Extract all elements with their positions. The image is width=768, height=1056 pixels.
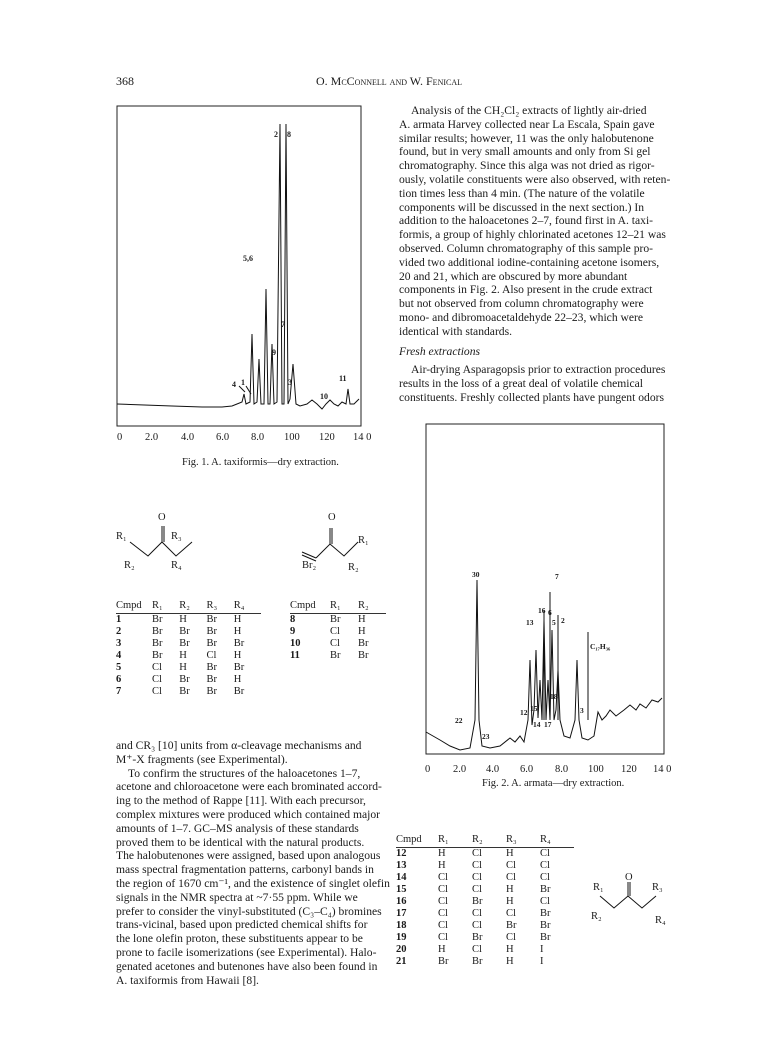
substituent-cell: H [506, 884, 514, 895]
substituent-cell: Cl [506, 908, 516, 919]
compound-number: 1 [116, 614, 122, 625]
substituent-cell: Br [330, 650, 341, 661]
text-line: proved them to be identical with the natural products. [116, 835, 365, 849]
r2-label: R₂ [348, 562, 359, 573]
substituent-cell: Br [358, 638, 369, 649]
substituent-cell: Cl [438, 884, 448, 895]
substituent-cell: H [506, 848, 514, 859]
peak-label: 13 [526, 618, 534, 627]
tick-label: 4.0 [486, 764, 500, 775]
oxygen-label: O [158, 512, 166, 523]
substituent-cell: Cl [438, 872, 448, 883]
substituent-cell: Cl [540, 872, 550, 883]
text-line: acetone and chloroacetone were each brominated accord- [116, 780, 382, 794]
tick-label: 2.0 [145, 432, 159, 443]
text-line: addition to the haloacetones 2–7, found first in A. taxi- [399, 214, 654, 228]
substituent-cell: Br [152, 638, 163, 649]
substituent-cell: Cl [206, 650, 217, 661]
substituent-cell: H [233, 674, 242, 685]
oxygen-label: O [328, 512, 336, 523]
r3-label: R₃ [652, 882, 663, 893]
compound-number: 17 [396, 908, 407, 919]
substituent-cell: Br [540, 884, 551, 895]
tick-label: 100 [284, 432, 300, 443]
text-line: Air-drying Asparagopsis prior to extraction procedures [411, 363, 666, 376]
text-line: mass spectral fragmentation patterns, carbonyl bands in [116, 863, 374, 877]
text-line: complex mixtures were produced which contained major [116, 807, 380, 821]
substituent-cell: Cl [438, 932, 448, 943]
column-header: Cmpd [396, 832, 438, 848]
table-row [396, 944, 574, 956]
text-line: Analysis of the CH₂Cl₂ extracts of lightly air-dried [411, 104, 647, 117]
text-line: components in Fig. 2. Also present in the crude extract [399, 283, 653, 297]
confirmation-paragraph [116, 739, 388, 987]
substituent-cell: H [233, 650, 242, 661]
peak-label: 16 [538, 606, 546, 615]
table-body [116, 614, 261, 699]
column-header: R₁ [438, 832, 472, 848]
column-header: R₂ [179, 598, 206, 614]
text-line: signals in the NMR spectra at ~7·55 ppm. While we [116, 890, 358, 904]
compound-number: 15 [396, 884, 407, 895]
substituent-cell: Cl [472, 944, 482, 955]
text-line: M⁺-X fragments (see Experimental). [116, 752, 288, 766]
text-line: prefer to consider the vinyl-substituted (C₃–C₄) bromines [116, 904, 382, 918]
r4-label: R₄ [655, 915, 666, 926]
tick-label: 14 0 [653, 764, 672, 775]
substituent-cell: Cl [472, 860, 482, 871]
substituent-cell: Cl [506, 872, 516, 883]
column-header: R₃ [506, 832, 540, 848]
text-line: 20 and 21, which are obscured by more abundant [399, 269, 628, 283]
table-row [116, 650, 261, 662]
substituent-cell: Cl [330, 638, 340, 649]
substituent-cell: Cl [506, 860, 516, 871]
substituent-cell: Cl [472, 920, 482, 931]
column-header: R₄ [234, 598, 261, 614]
substituent-cell: Cl [540, 848, 550, 859]
r2-label: R₂ [124, 560, 135, 571]
table-row [116, 626, 261, 638]
figure-2-peak-labels [420, 420, 676, 760]
peak-label: 5,6 [243, 254, 253, 263]
text-line: the region of 1670 cm⁻¹, and the existence of singlet olefin [116, 876, 390, 890]
r1-label: R₁ [116, 531, 127, 542]
substituent-cell: Cl [438, 908, 448, 919]
tick-label: 4.0 [181, 432, 195, 443]
substituent-cell: Br [506, 920, 517, 931]
peak-label: 14 [533, 720, 541, 729]
compound-number: 6 [116, 674, 122, 685]
table-halobutenones [290, 598, 386, 662]
r3-label: R₃ [171, 531, 182, 542]
text-line: identical with standards. [399, 324, 513, 338]
substituent-cell: Br [233, 686, 245, 697]
text-line: components will be discussed in the next section.) In [399, 200, 645, 214]
compound-number: 10 [290, 638, 301, 649]
text-line: tion times less than 4 min. (The nature of the volatile [399, 186, 645, 200]
text-line: the lone olefin proton, these substituents appear to be [116, 932, 363, 946]
peak-label: 10 [320, 392, 328, 401]
table-row [396, 896, 574, 908]
r4-label: R₄ [171, 560, 182, 571]
running-header: O. McConnell and W. Fenical [316, 74, 463, 88]
figure-2-caption: Fig. 2. A. armata—dry extraction. [482, 778, 625, 789]
peak-label: 22 [455, 716, 463, 725]
substituent-cell: Br [233, 662, 245, 673]
peak-label: 5 [552, 618, 556, 627]
tick-label: 0 [117, 432, 123, 443]
compound-number: 5 [116, 662, 122, 673]
substituent-cell: Cl [506, 932, 516, 943]
r2-label: R₂ [591, 911, 602, 922]
compound-number: 21 [396, 956, 407, 967]
peak-label: 3 [580, 706, 584, 715]
br-label: Br₂ [302, 560, 317, 571]
column-header: R₃ [207, 598, 234, 614]
substituent-cell: H [179, 650, 187, 661]
substituent-cell: H [233, 626, 242, 637]
table-row [396, 860, 574, 872]
peak-label: 4 [232, 380, 236, 389]
text-line: constituents. Freshly collected plants have pungent odors [399, 390, 664, 404]
peak-label: 7 [555, 572, 559, 581]
substituent-cell: Br [438, 956, 449, 967]
substituent-cell: Br [206, 614, 217, 625]
text-line: chromatography. Since this alga was not dried as rigor- [399, 159, 655, 173]
tick-label: 14 0 [353, 432, 372, 443]
substituent-cell: Br [152, 614, 163, 625]
table-row [116, 686, 261, 698]
substituent-cell: Cl [438, 896, 448, 907]
peak-label: 12 [520, 708, 528, 717]
substituent-cell: Cl [472, 848, 482, 859]
peak-label: 8 [287, 130, 291, 139]
substituent-cell: Cl [472, 884, 482, 895]
peak-label: 1 [241, 378, 245, 387]
substituent-cell: Br [206, 686, 217, 697]
table-row [116, 614, 261, 627]
compound-number: 11 [290, 650, 300, 661]
text-line: results in the loss of a great deal of volatile chemical [399, 376, 644, 390]
peak-label: 18 [550, 692, 558, 701]
fresh-paragraph [399, 363, 667, 404]
analysis-paragraph [399, 104, 671, 339]
table-row [290, 626, 386, 638]
compound-number: 8 [290, 614, 296, 625]
r1-label: R₁ [358, 535, 369, 546]
substituent-cell: Cl [540, 896, 550, 907]
text-line: ing to the method of Rappe [11]. With each precursor, [116, 794, 366, 808]
column-header: Cmpd [290, 598, 330, 614]
substituent-cell: H [179, 662, 187, 673]
tick-label: 100 [588, 764, 604, 775]
substituent-cell: I [540, 956, 544, 967]
table-row [396, 920, 574, 932]
table-row [116, 638, 261, 650]
substituent-cell: Cl [330, 626, 340, 637]
column-header: Cmpd [116, 598, 152, 614]
table-row [290, 650, 386, 662]
substituent-cell: H [179, 614, 187, 625]
text-line: similar results; however, 11 was the only halobutenone [399, 131, 654, 145]
text-line: A. taxiformis from Hawaii [8]. [116, 973, 259, 987]
text-line: formis, a group of highly chlorinated acetones 12–21 was [399, 228, 666, 242]
substituent-cell: H [438, 848, 446, 859]
peak-label: 15 [530, 704, 538, 713]
compound-number: 14 [396, 872, 407, 883]
table-chlorinated-acetones [396, 832, 574, 968]
table-row [396, 848, 574, 861]
section-heading: Fresh extractions [399, 345, 481, 358]
tick-label: 2.0 [453, 764, 467, 775]
compound-number: 3 [116, 638, 122, 649]
compound-number: 16 [396, 896, 407, 907]
r1-label: R₁ [593, 882, 604, 893]
compound-number: 2 [116, 626, 122, 637]
text-line: To confirm the structures of the haloacetones 1–7, [128, 766, 361, 780]
tick-label: 6.0 [216, 432, 230, 443]
figure-1-caption: Fig. 1. A. taxiformis—dry extraction. [182, 457, 339, 468]
text-line: trans-vicinal, based upon predicted chemical shifts for [116, 918, 368, 932]
substituent-cell: Cl [438, 920, 448, 931]
table-header-row [396, 832, 574, 848]
column-header: R₁ [330, 598, 358, 614]
compound-number: 19 [396, 932, 407, 943]
peak-label: 30 [472, 570, 480, 579]
substituent-cell: Br [152, 626, 163, 637]
peak-label: C₁₇H₃₆ [590, 642, 611, 651]
substituent-cell: Br [206, 662, 217, 673]
table-body [290, 614, 386, 663]
peak-label: 9 [272, 348, 276, 357]
text-line: but not observed from column chromatography were [399, 297, 644, 311]
oxygen-label: O [625, 872, 633, 883]
tick-label: 8.0 [251, 432, 265, 443]
peak-label: 2 [561, 616, 565, 625]
substituent-cell: Cl [152, 662, 162, 673]
substituent-cell: Br [472, 932, 483, 943]
substituent-cell: Cl [152, 686, 162, 697]
substituent-cell: Br [152, 650, 163, 661]
text-line: A. armata Harvey collected near La Escala, Spain gave [399, 117, 655, 131]
table-row [290, 614, 386, 627]
peak-label: 17 [544, 720, 552, 729]
peak-label: 7 [281, 320, 285, 329]
substituent-cell: Br [206, 674, 217, 685]
compound-number: 20 [396, 944, 407, 955]
substituent-cell: Br [206, 638, 217, 649]
table-row [396, 908, 574, 920]
table-row [396, 872, 574, 884]
compound-number: 13 [396, 860, 407, 871]
compound-number: 9 [290, 626, 296, 637]
figure-2-x-axis [425, 764, 681, 778]
peak-label: 6 [548, 608, 552, 617]
substituent-cell: H [438, 860, 446, 871]
table-row [396, 932, 574, 944]
text-line: and CR₃ [10] units from α-cleavage mechanisms and [116, 739, 362, 752]
tick-label: 0 [425, 764, 431, 775]
table-body [396, 848, 574, 969]
page-number: 368 [116, 74, 134, 88]
peak-label: 11 [339, 374, 347, 383]
substituent-cell: H [506, 956, 514, 967]
substituent-cell: Br [179, 686, 190, 697]
substituent-cell: Br [358, 650, 369, 661]
column-header: R₁ [152, 598, 179, 614]
tick-label: 120 [621, 764, 637, 775]
column-header: R₂ [358, 598, 386, 614]
text-line: genated acetones and butenones have also been found in [116, 959, 378, 973]
peak-label: 2 [274, 130, 278, 139]
compound-number: 7 [116, 686, 122, 697]
compound-number: 12 [396, 848, 407, 859]
table-header-row [290, 598, 386, 614]
substituent-cell: Br [233, 638, 245, 649]
peak-label: 23 [482, 732, 490, 741]
substituent-cell: H [358, 614, 366, 625]
substituent-cell: H [233, 614, 242, 625]
substituent-cell: Cl [152, 674, 162, 685]
substituent-cell: Cl [472, 908, 482, 919]
substituent-cell: H [506, 944, 514, 955]
text-line: The halobutenones were assigned, based upon analogous [116, 849, 381, 863]
tick-label: 120 [319, 432, 335, 443]
table-row [396, 956, 574, 968]
compound-number: 4 [116, 650, 122, 661]
compound-number: 18 [396, 920, 407, 931]
substituent-cell: Br [540, 932, 551, 943]
substituent-cell: H [506, 896, 514, 907]
table-row [396, 884, 574, 896]
substituent-cell: Br [330, 614, 341, 625]
table-header-row [116, 598, 261, 614]
text-line: observed. Column chromatography of this sample pro- [399, 241, 654, 255]
peak-label: 3 [288, 378, 292, 387]
text-line: ously, volatile constituents were also observed, with reten- [399, 172, 671, 186]
substituent-cell: I [540, 944, 544, 955]
text-line: found, but in very small amounts and only from Si gel [399, 145, 651, 159]
tick-label: 8.0 [555, 764, 569, 775]
column-header: R₄ [540, 832, 574, 848]
substituent-cell: Br [206, 626, 217, 637]
substituent-cell: Br [540, 920, 551, 931]
substituent-cell: H [438, 944, 446, 955]
substituent-cell: Br [179, 638, 190, 649]
substituent-cell: Cl [540, 860, 550, 871]
substituent-cell: Br [472, 956, 483, 967]
substituent-cell: Br [179, 674, 190, 685]
substituent-cell: Br [540, 908, 551, 919]
table-haloacetones [116, 598, 261, 698]
tick-label: 6.0 [520, 764, 534, 775]
text-line: prone to facile isomerizations (see Experimental). Halo- [116, 945, 377, 959]
substituent-cell: Br [179, 626, 190, 637]
column-header: R₂ [472, 832, 506, 848]
table-row [290, 638, 386, 650]
text-line: vided two additional iodine-containing acetone isomers, [399, 255, 660, 269]
text-line: amounts of 1–7. GC–MS analysis of these standards [116, 821, 359, 835]
table-row [116, 674, 261, 686]
text-line: mono- and dibromoacetaldehyde 22–23, which were [399, 310, 644, 324]
figure-1-peak-labels [112, 104, 390, 444]
substituent-cell: Br [472, 896, 483, 907]
substituent-cell: H [358, 626, 366, 637]
table-row [116, 662, 261, 674]
substituent-cell: Cl [472, 872, 482, 883]
